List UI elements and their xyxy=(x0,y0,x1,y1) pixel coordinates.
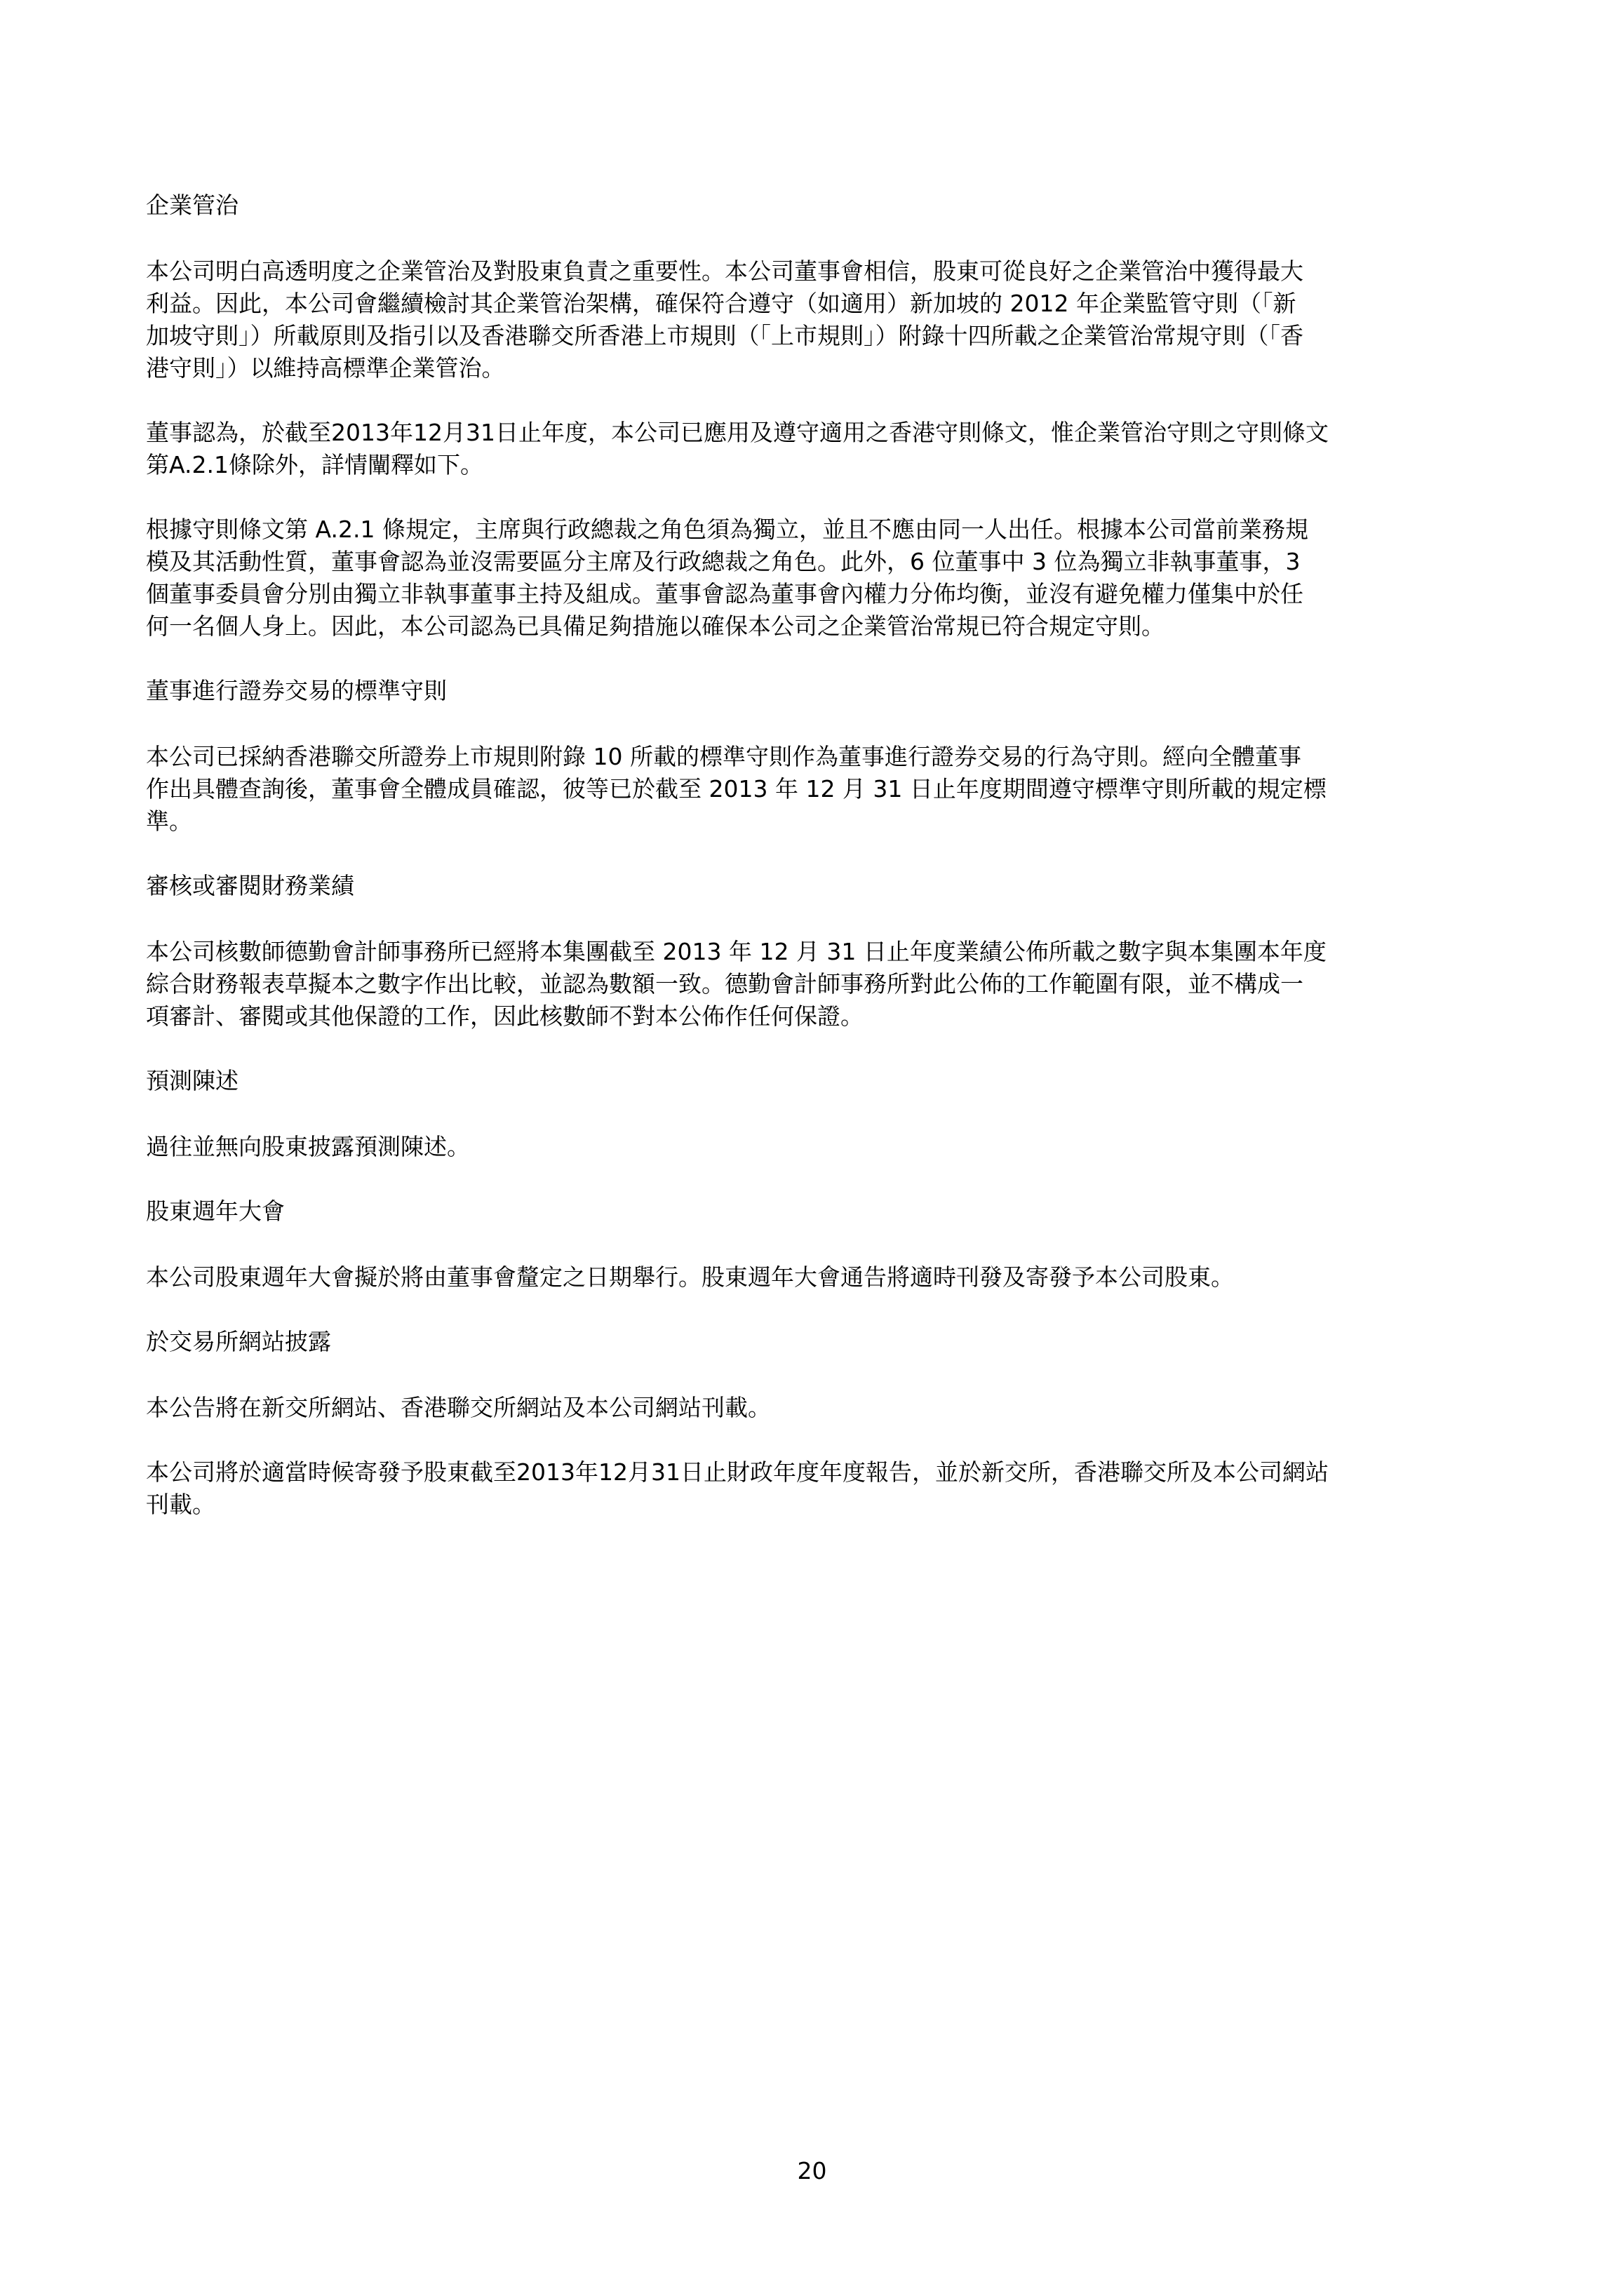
paragraph-line: 過往並無向股東披露預測陳述。 xyxy=(146,1133,470,1160)
paragraph xyxy=(146,1131,1500,1163)
spacer xyxy=(146,1163,1500,1195)
paragraph-line: 個董事委員會分別由獨立非執事董事主持及組成。董事會認為董事會內權力分佈均衡，並沒有避免權力僅集中於任 xyxy=(146,580,1303,607)
paragraph xyxy=(146,1392,1500,1424)
spacer xyxy=(146,902,1500,936)
paragraph-line: 模及其活動性質，董事會認為並沒需要區分主席及行政總裁之角色。此外，6 位董事中 3 位為獨立非執事董事，3 xyxy=(146,548,1301,575)
paragraph-line: 港守則」）以維持高標準企業管治。 xyxy=(146,354,505,382)
paragraph-line: 本公司將於適當時候寄發予股東截至2013年12月31日止財政年度年度報告，並於新交所，香港聯交所及本公司網站 xyxy=(146,1458,1329,1486)
section-heading: 於交易所網站披露 xyxy=(146,1328,331,1355)
page-number: 20 xyxy=(797,2157,827,2184)
paragraph-line: 作出具體查詢後，董事會全體成員確認，彼等已於截至 2013 年 12 月 31 日止年度期間遵守標準守則所載的規定標 xyxy=(146,775,1327,803)
spacer xyxy=(146,481,1500,513)
paragraph-line: 何一名個人身上。因此，本公司認為已具備足夠措施以確保本公司之企業管治常規已符合規定守則。 xyxy=(146,612,1165,640)
paragraph xyxy=(146,741,1500,838)
document-body xyxy=(146,189,1500,1553)
spacer xyxy=(146,384,1500,417)
spacer xyxy=(146,1228,1500,1261)
spacer xyxy=(146,1033,1500,1065)
paragraph-line: 本公司股東週年大會擬於將由董事會釐定之日期舉行。股東週年大會通告將適時刊發及寄發予本公司股東。 xyxy=(146,1263,1234,1291)
spacer xyxy=(146,1097,1500,1131)
paragraph-line: 利益。因此，本公司會繼續檢討其企業管治架構，確保符合遵守（如適用）新加坡的 2012 年企業監管守則（「新 xyxy=(146,290,1296,317)
spacer xyxy=(146,1358,1500,1392)
section-heading: 董事進行證券交易的標準守則 xyxy=(146,677,447,704)
spacer xyxy=(146,222,1500,255)
paragraph-line: 準。 xyxy=(146,807,192,835)
paragraph-line: 本公司核數師德勤會計師事務所已經將本集團截至 2013 年 12 月 31 日止年度業績公佈所載之數字與本集團本年度 xyxy=(146,938,1327,965)
paragraph-line: 項審計、審閱或其他保證的工作，因此核數師不對本公佈作任何保證。 xyxy=(146,1002,864,1030)
paragraph-line: 本公司已採納香港聯交所證券上市規則附錄 10 所載的標準守則作為董事進行證券交易的行為守則。經向全體董事 xyxy=(146,743,1301,770)
section-heading: 股東週年大會 xyxy=(146,1197,285,1225)
paragraph xyxy=(146,1456,1500,1521)
spacer xyxy=(146,707,1500,741)
section-heading: 審核或審閱財務業績 xyxy=(146,872,354,899)
spacer xyxy=(146,643,1500,675)
section-heading: 企業管治 xyxy=(146,192,239,219)
paragraph-line: 第A.2.1條除外，詳情闡釋如下。 xyxy=(146,451,483,478)
paragraph-line: 董事認為，於截至2013年12月31日止年度，本公司已應用及遵守適用之香港守則條文，惟企業管治守則之守則條文 xyxy=(146,419,1329,446)
spacer xyxy=(146,1521,1500,1553)
paragraph-line: 本公告將在新交所網站、香港聯交所網站及本公司網站刊載。 xyxy=(146,1394,771,1421)
paragraph-line: 根據守則條文第 A.2.1 條規定，主席與行政總裁之角色須為獨立，並且不應由同一人出任。根據本公司當前業務規 xyxy=(146,516,1308,543)
paragraph xyxy=(146,936,1500,1033)
paragraph xyxy=(146,255,1500,384)
paragraph-line: 刊載。 xyxy=(146,1491,215,1518)
section-heading: 預測陳述 xyxy=(146,1067,239,1094)
paragraph xyxy=(146,1261,1500,1294)
paragraph xyxy=(146,417,1500,481)
spacer xyxy=(146,1424,1500,1456)
paragraph-line: 綜合財務報表草擬本之數字作出比較，並認為數額一致。德勤會計師事務所對此公佈的工作範圍有限，並不構成一 xyxy=(146,970,1303,998)
paragraph xyxy=(146,513,1500,643)
paragraph-line: 加坡守則」）所載原則及指引以及香港聯交所香港上市規則（「上市規則」）附錄十四所載之企業管治常規守則（「香 xyxy=(146,322,1303,349)
paragraph-line: 本公司明白高透明度之企業管治及對股東負責之重要性。本公司董事會相信，股東可從良好之企業管治中獲得最大 xyxy=(146,257,1303,285)
spacer xyxy=(146,838,1500,870)
spacer xyxy=(146,1294,1500,1326)
